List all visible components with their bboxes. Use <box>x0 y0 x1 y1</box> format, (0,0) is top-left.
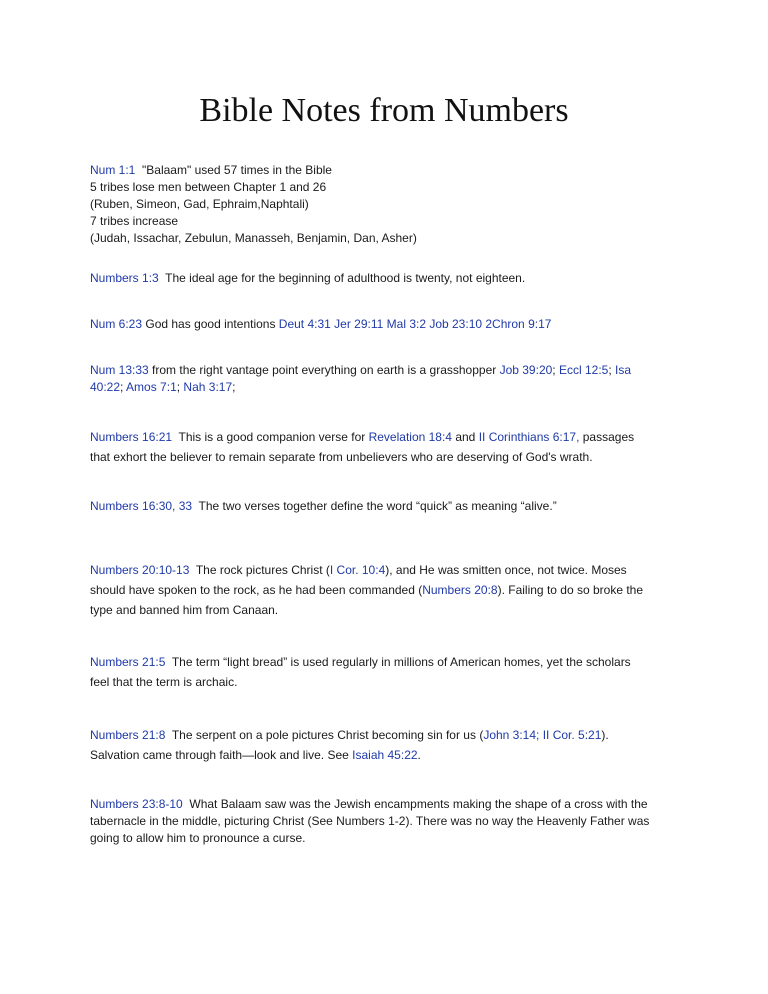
note-text: should have spoken to the rock, as he had been commanded ( <box>90 583 423 597</box>
note-line <box>90 560 682 580</box>
scripture-reference[interactable]: Numbers 21:5 <box>90 655 166 669</box>
note-num-6-23 <box>90 316 682 333</box>
note-text: tabernacle in the middle, picturing Christ (See Numbers 1-2). There was no way the Heavenly Father was <box>90 814 650 828</box>
note-numbers-16-21 <box>90 427 682 467</box>
note-line <box>90 230 682 247</box>
note-text: 7 tribes increase <box>90 214 179 228</box>
note-line <box>90 427 682 447</box>
note-line <box>90 447 682 467</box>
scripture-reference[interactable]: Deut 4:31 Jer 29:11 Mal 3:2 Job 23:10 2Chron 9:17 <box>278 317 552 331</box>
note-numbers-21-8 <box>90 725 682 765</box>
scripture-reference[interactable]: Numbers 20:8 <box>422 583 498 597</box>
note-line <box>90 796 682 813</box>
note-text: Salvation came through faith—look and live. See <box>90 748 353 762</box>
note-text: ; <box>552 363 559 377</box>
scripture-reference[interactable]: Numbers 20:10-13 <box>90 563 190 577</box>
note-text: The rock pictures Christ ( <box>189 563 330 577</box>
note-line <box>90 652 682 672</box>
scripture-reference[interactable]: Numbers 21:8 <box>90 728 166 742</box>
note-numbers-16-30-33 <box>90 498 682 515</box>
note-text: that exhort the believer to remain separate from unbelievers who are deserving of God's wrath. <box>90 450 593 464</box>
note-line <box>90 672 682 692</box>
scripture-reference[interactable]: Num 1:1 <box>90 163 136 177</box>
note-line <box>90 725 682 745</box>
note-text: The serpent on a pole pictures Christ becoming sin for us ( <box>165 728 484 742</box>
note-text: ; <box>176 380 184 394</box>
note-text: ). Failing to do so broke the <box>497 583 644 597</box>
note-num-13-33 <box>90 362 682 396</box>
scripture-reference[interactable]: Numbers 23:8-10 <box>90 797 183 811</box>
scripture-reference[interactable]: Numbers 1:3 <box>90 271 159 285</box>
note-line <box>90 498 682 515</box>
note-line <box>90 830 682 847</box>
scripture-reference[interactable]: II Corinthians 6:17, <box>478 430 580 444</box>
note-text: ), and He was smitten once, not twice. Moses <box>385 563 627 577</box>
note-line <box>90 162 682 179</box>
scripture-reference[interactable]: Numbers 16:21 <box>90 430 173 444</box>
note-text: passages <box>579 430 635 444</box>
scripture-reference[interactable]: I Cor. 10:4 <box>329 563 386 577</box>
scripture-reference[interactable]: Num 6:23 <box>90 317 143 331</box>
note-line <box>90 213 682 230</box>
note-text: feel that the term is archaic. <box>90 675 238 689</box>
note-text: The two verses together define the word “quick” as meaning “alive.” <box>192 499 557 513</box>
scripture-reference[interactable]: Numbers 16:30, 33 <box>90 499 193 513</box>
note-line <box>90 745 682 765</box>
scripture-reference[interactable]: John 3:14; II Cor. 5:21 <box>483 728 602 742</box>
note-line <box>90 179 682 196</box>
note-text: ; <box>120 380 127 394</box>
note-line <box>90 196 682 213</box>
note-text: This is a good companion verse for <box>172 430 369 444</box>
scripture-reference[interactable]: Job 39:20 <box>499 363 553 377</box>
note-text: (Judah, Issachar, Zebulun, Manasseh, Benjamin, Dan, Asher) <box>90 231 417 245</box>
note-text: from the right vantage point everything on earth is a grasshopper <box>148 363 500 377</box>
note-text: (Ruben, Simeon, Gad, Ephraim,Naphtali) <box>90 197 309 211</box>
page-title: Bible Notes from Numbers <box>199 92 569 129</box>
note-text: and <box>451 430 479 444</box>
note-line <box>90 580 682 600</box>
note-numbers-21-5 <box>90 652 682 692</box>
note-numbers-1-3 <box>90 270 682 287</box>
note-text: type and banned him from Canaan. <box>90 603 279 617</box>
note-text: What Balaam saw was the Jewish encampments making the shape of a cross with the <box>182 797 648 811</box>
scripture-reference[interactable]: 40:22 <box>90 380 121 394</box>
note-text: going to allow him to pronounce a curse. <box>90 831 306 845</box>
scripture-reference[interactable]: Num 13:33 <box>90 363 149 377</box>
note-line <box>90 813 682 830</box>
note-line <box>90 600 682 620</box>
scripture-reference[interactable]: Revelation 18:4 <box>368 430 452 444</box>
note-line <box>90 316 682 333</box>
note-numbers-23-8-10 <box>90 796 682 847</box>
note-num-1-1 <box>90 162 682 247</box>
note-text: "Balaam" used 57 times in the Bible <box>135 163 332 177</box>
scripture-reference[interactable]: Nah 3:17 <box>183 380 233 394</box>
note-numbers-20-10-13 <box>90 560 682 620</box>
note-text: The ideal age for the beginning of adulthood is twenty, not eighteen. <box>158 271 526 285</box>
note-text: ; <box>608 363 615 377</box>
note-text: . <box>417 748 421 762</box>
note-text: The term “light bread” is used regularly in millions of American homes, yet the scholars <box>165 655 631 669</box>
scripture-reference[interactable]: Isa <box>615 363 632 377</box>
note-line <box>90 379 682 396</box>
note-text: God has good intentions <box>142 317 279 331</box>
scripture-reference[interactable]: Amos 7:1 <box>126 380 177 394</box>
scripture-reference[interactable]: Isaiah 45:22 <box>352 748 418 762</box>
scripture-reference[interactable]: Eccl 12:5 <box>558 363 609 377</box>
note-text: ; <box>232 380 236 394</box>
note-line <box>90 362 682 379</box>
note-text: 5 tribes lose men between Chapter 1 and 26 <box>90 180 327 194</box>
note-text: ). <box>601 728 609 742</box>
note-line <box>90 270 682 287</box>
